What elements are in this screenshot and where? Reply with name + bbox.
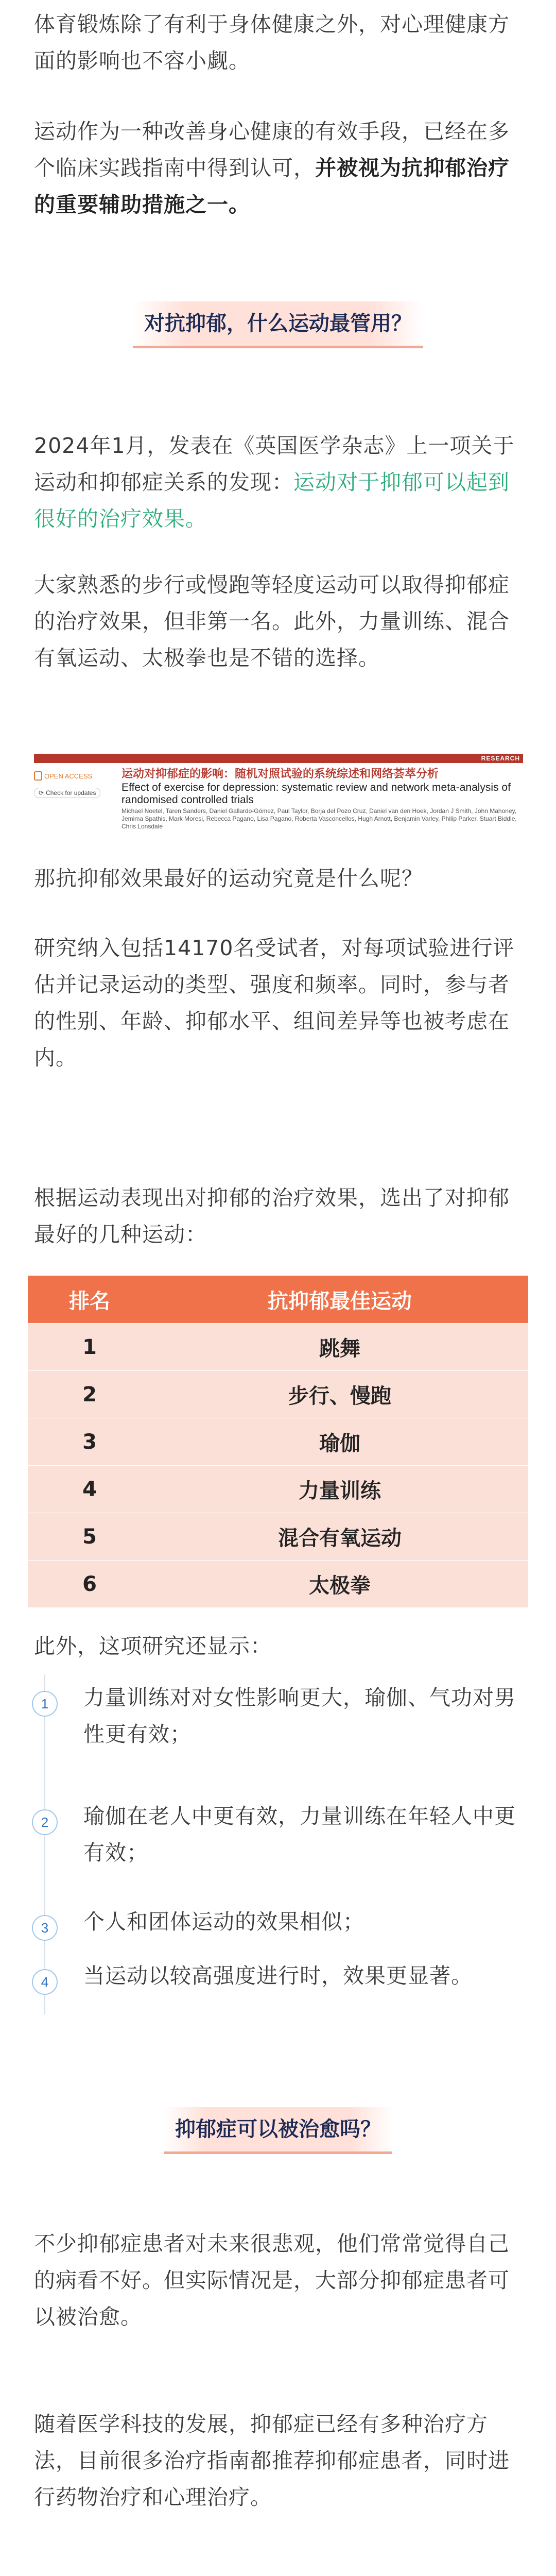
- finding-text: 力量训练对对女性影响更大，瑜伽、气功对男性更有效；: [83, 1685, 516, 1747]
- finding-text: 个人和团体运动的效果相似；: [83, 1909, 364, 1934]
- open-access-badge: [34, 771, 111, 781]
- findings-intro-paragraph: [34, 1628, 522, 1665]
- table-row: [28, 1370, 528, 1418]
- findings-intro-text: 此外，这项研究还显示：: [34, 1634, 272, 1658]
- check-updates-label: Check for updates: [46, 789, 96, 796]
- question-text: 那抗抑郁效果最好的运动究竟是什么呢？: [34, 866, 423, 891]
- header-exercise: 抗抑郁最佳运动: [268, 1289, 412, 1313]
- lock-icon: [34, 771, 42, 781]
- rank-cell: 5: [82, 1524, 97, 1549]
- ranking-intro-paragraph: [34, 1180, 522, 1253]
- paper-badges: [34, 771, 111, 798]
- refresh-icon: ⟳: [39, 789, 44, 796]
- table-row: [28, 1465, 528, 1513]
- rank-cell: 2: [82, 1382, 97, 1406]
- section-title-exercise: 对抗抑郁，什么运动最管用？: [133, 301, 423, 348]
- rank-cell: 1: [82, 1335, 97, 1359]
- open-access-label: OPEN ACCESS: [44, 772, 93, 780]
- cure-text-1: 不少抑郁症患者对未来很悲观，他们常常觉得自己的病看不好。但实际情况是，大部分抑郁症患者可以被治愈。: [34, 2231, 510, 2329]
- intro-text-1: 体育锻炼除了有利于身体健康之外，对心理健康方面的影响也不容小觑。: [34, 12, 510, 73]
- section-title-cure: 抑郁症可以被治愈吗？: [164, 2107, 392, 2154]
- rank-cell: 6: [82, 1572, 97, 1596]
- exercise-cell: 跳舞: [319, 1337, 360, 1361]
- exercise-cell: 瑜伽: [319, 1432, 360, 1455]
- paper-en-title: Effect of exercise for depression: systematic review and network meta-analysis of randomised controlled trials: [121, 782, 511, 806]
- rank-cell: 3: [82, 1430, 97, 1454]
- cure-paragraph-1: [34, 2226, 522, 2335]
- method-paragraph: [34, 930, 522, 1076]
- question-paragraph: [34, 860, 522, 897]
- finding-number: 3: [32, 1915, 58, 1941]
- exercise-types-text: 大家熟悉的步行或慢跑等轻度运动可以取得抑郁症的治疗效果，但非第一名。此外，力量训练、混合有氧运动、太极拳也是不错的选择。: [34, 572, 510, 670]
- exercise-types-paragraph: [34, 567, 522, 676]
- intro-text-2: 运动作为一种改善身心健康的有效手段，已经在多个临床实践指南中得到认可，: [34, 119, 510, 180]
- study-paragraph: [34, 428, 522, 537]
- check-updates-badge: [34, 788, 100, 798]
- paper-banner: RESEARCH: [34, 754, 523, 763]
- finding-number: 2: [32, 1809, 58, 1835]
- exercise-cell: 步行、慢跑: [288, 1384, 391, 1408]
- intro-bold-text: 并被视为抗抑郁治疗的重要辅助措施之一。: [34, 156, 510, 217]
- study-highlight: 运动对于抑郁可以起到很好的治疗效果。: [34, 470, 510, 531]
- rank-cell: 4: [82, 1477, 97, 1501]
- cure-text-2: 随着医学科技的发展，抑郁症已经有多种治疗方法，目前很多治疗指南都推荐抑郁症患者，同时进行药物治疗和心理治疗。: [34, 2412, 510, 2510]
- table-row: [28, 1418, 528, 1465]
- exercise-cell: 太极拳: [309, 1574, 371, 1598]
- intro-paragraph-2: [34, 113, 522, 223]
- table-header: [28, 1276, 528, 1323]
- exercise-cell: 力量训练: [299, 1479, 381, 1503]
- method-text: 研究纳入包括14170名受试者，对每项试验进行评估并记录运动的类型、强度和频率。同时，参与者的性别、年龄、抑郁水平、组间差异等也被考虑在内。: [34, 936, 515, 1070]
- study-text: 2024年1月，发表在《英国医学杂志》上一项关于运动和抑郁症关系的发现：: [34, 433, 515, 495]
- ranking-intro-text: 根据运动表现出对抑郁的治疗效果，选出了对抑郁最好的几种运动：: [34, 1185, 510, 1247]
- table-row: [28, 1323, 528, 1370]
- intro-paragraph-1: [34, 6, 522, 79]
- findings-timeline: [44, 1674, 45, 2014]
- section-header-cure: [0, 2107, 556, 2154]
- finding-text: 当运动以较高强度进行时，效果更显著。: [83, 1963, 473, 1988]
- paper-screenshot: [34, 754, 523, 831]
- paper-authors: Michael Noetel, Taren Sanders, Daniel Gallardo-Gómez, Paul Taylor, Borja del Pozo Cruz, Daniel van den Hoek, Jordan J Smith, John Mahoney, Jemima Spathis, Mark Moresi, Rebecca Pagano, Lisa Pagano, Roberta Vasconcellos, Hugh Arnott, Benjamin Varley, Philip Parker, Stuart Biddle, Chris Lonsdale: [121, 807, 517, 830]
- cure-paragraph-2: [34, 2406, 522, 2516]
- section-header-exercise: [0, 301, 556, 348]
- exercise-cell: 混合有氧运动: [278, 1527, 402, 1550]
- header-rank: 排名: [69, 1289, 110, 1313]
- table-row: [28, 1560, 528, 1607]
- ranking-table: [28, 1276, 528, 1607]
- finding-number: 1: [32, 1691, 58, 1717]
- finding-number: 4: [32, 1969, 58, 1995]
- paper-cn-title: 运动对抑郁症的影响：随机对照试验的系统综述和网络荟萃分析: [121, 768, 439, 781]
- finding-text: 瑜伽在老人中更有效，力量训练在年轻人中更有效；: [83, 1804, 516, 1865]
- table-row: [28, 1513, 528, 1560]
